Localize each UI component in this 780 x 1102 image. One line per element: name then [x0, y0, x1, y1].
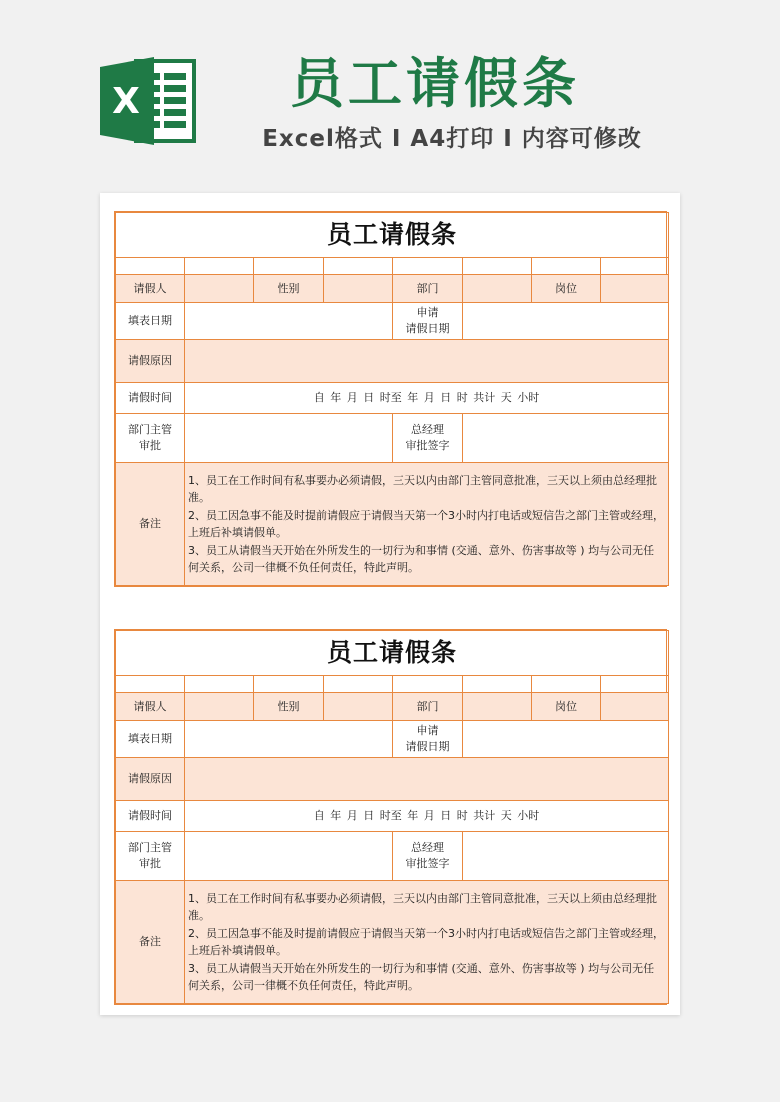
- document-sheet: [100, 193, 680, 1015]
- applicant-field[interactable]: [185, 693, 254, 721]
- blank-cell[interactable]: [601, 258, 669, 275]
- form-title: 员工请假条: [116, 213, 669, 258]
- blank-cell[interactable]: [185, 258, 254, 275]
- gender-field[interactable]: [324, 275, 393, 303]
- gm-label: 总经理 审批签字: [393, 832, 463, 881]
- apply-date-field[interactable]: [463, 721, 669, 758]
- gm-field[interactable]: [463, 832, 669, 881]
- gm-field[interactable]: [463, 414, 669, 463]
- blank-cell[interactable]: [116, 676, 185, 693]
- leave-time-label: 请假时间: [116, 801, 185, 832]
- notes-label: 备注: [116, 881, 185, 1004]
- blank-cell[interactable]: [254, 676, 324, 693]
- note-line: 2、员工因急事不能及时提前请假应于请假当天第一个3小时内打电话或短信告之部门主管或经理，上班后补填请假单。: [188, 508, 664, 539]
- note-line: 3、员工从请假当天开始在外所发生的一切行为和事情 (交通、意外、伤害事故等 ) 均与公司无任何关系，公司一律概不负任何责任，特此声明。: [188, 543, 655, 574]
- apply-date-field[interactable]: [463, 303, 669, 340]
- note-line: 3、员工从请假当天开始在外所发生的一切行为和事情 (交通、意外、伤害事故等 ) 均与公司无任何关系，公司一律概不负任何责任，特此声明。: [188, 961, 655, 992]
- excel-icon: [100, 55, 198, 147]
- position-field[interactable]: [601, 275, 669, 303]
- gender-label: 性别: [254, 693, 324, 721]
- page-title: 员工请假条: [290, 52, 580, 115]
- leave-form-1: [114, 211, 667, 587]
- applicant-field[interactable]: [185, 275, 254, 303]
- gm-label: 总经理 审批签字: [393, 414, 463, 463]
- fill-date-field[interactable]: [185, 721, 393, 758]
- blank-cell[interactable]: [185, 676, 254, 693]
- applicant-label: 请假人: [116, 693, 185, 721]
- blank-cell[interactable]: [532, 676, 601, 693]
- position-label: 岗位: [532, 275, 601, 303]
- apply-date-label: 申请 请假日期: [393, 721, 463, 758]
- fill-date-label: 填表日期: [116, 721, 185, 758]
- notes-content: [185, 463, 669, 586]
- form-title: 员工请假条: [116, 631, 669, 676]
- reason-label: 请假原因: [116, 340, 185, 383]
- blank-cell[interactable]: [463, 676, 532, 693]
- blank-cell[interactable]: [116, 258, 185, 275]
- leave-time-field[interactable]: 自 年 月 日 时至 年 月 日 时 共计 天 小时: [185, 801, 669, 832]
- dept-manager-field[interactable]: [185, 414, 393, 463]
- notes-content: [185, 881, 669, 1004]
- position-field[interactable]: [601, 693, 669, 721]
- blank-cell[interactable]: [324, 258, 393, 275]
- gender-field[interactable]: [324, 693, 393, 721]
- page-header: [0, 0, 780, 190]
- blank-cell[interactable]: [463, 258, 532, 275]
- leave-time-label: 请假时间: [116, 383, 185, 414]
- fill-date-label: 填表日期: [116, 303, 185, 340]
- department-label: 部门: [393, 693, 463, 721]
- blank-cell[interactable]: [601, 676, 669, 693]
- dept-manager-field[interactable]: [185, 832, 393, 881]
- notes-label: 备注: [116, 463, 185, 586]
- apply-date-label: 申请 请假日期: [393, 303, 463, 340]
- page-subtitle: Excel格式 I A4打印 I 内容可修改: [262, 126, 642, 152]
- reason-label: 请假原因: [116, 758, 185, 801]
- logo-letter: X: [112, 81, 140, 122]
- blank-cell[interactable]: [254, 258, 324, 275]
- dept-manager-label: 部门主管 审批: [116, 832, 185, 881]
- note-line: 1、员工在工作时间有私事要办必须请假，三天以内由部门主管同意批准，三天以上须由总经理批准。: [188, 473, 657, 504]
- reason-field[interactable]: [185, 758, 669, 801]
- blank-cell[interactable]: [393, 676, 463, 693]
- fill-date-field[interactable]: [185, 303, 393, 340]
- note-line: 2、员工因急事不能及时提前请假应于请假当天第一个3小时内打电话或短信告之部门主管或经理，上班后补填请假单。: [188, 926, 664, 957]
- blank-cell[interactable]: [532, 258, 601, 275]
- applicant-label: 请假人: [116, 275, 185, 303]
- dept-manager-label: 部门主管 审批: [116, 414, 185, 463]
- department-field[interactable]: [463, 275, 532, 303]
- leave-form-2: [114, 629, 667, 1005]
- position-label: 岗位: [532, 693, 601, 721]
- blank-cell[interactable]: [324, 676, 393, 693]
- department-label: 部门: [393, 275, 463, 303]
- gender-label: 性别: [254, 275, 324, 303]
- reason-field[interactable]: [185, 340, 669, 383]
- leave-time-field[interactable]: 自 年 月 日 时至 年 月 日 时 共计 天 小时: [185, 383, 669, 414]
- note-line: 1、员工在工作时间有私事要办必须请假，三天以内由部门主管同意批准，三天以上须由总经理批准。: [188, 891, 657, 922]
- blank-cell[interactable]: [393, 258, 463, 275]
- department-field[interactable]: [463, 693, 532, 721]
